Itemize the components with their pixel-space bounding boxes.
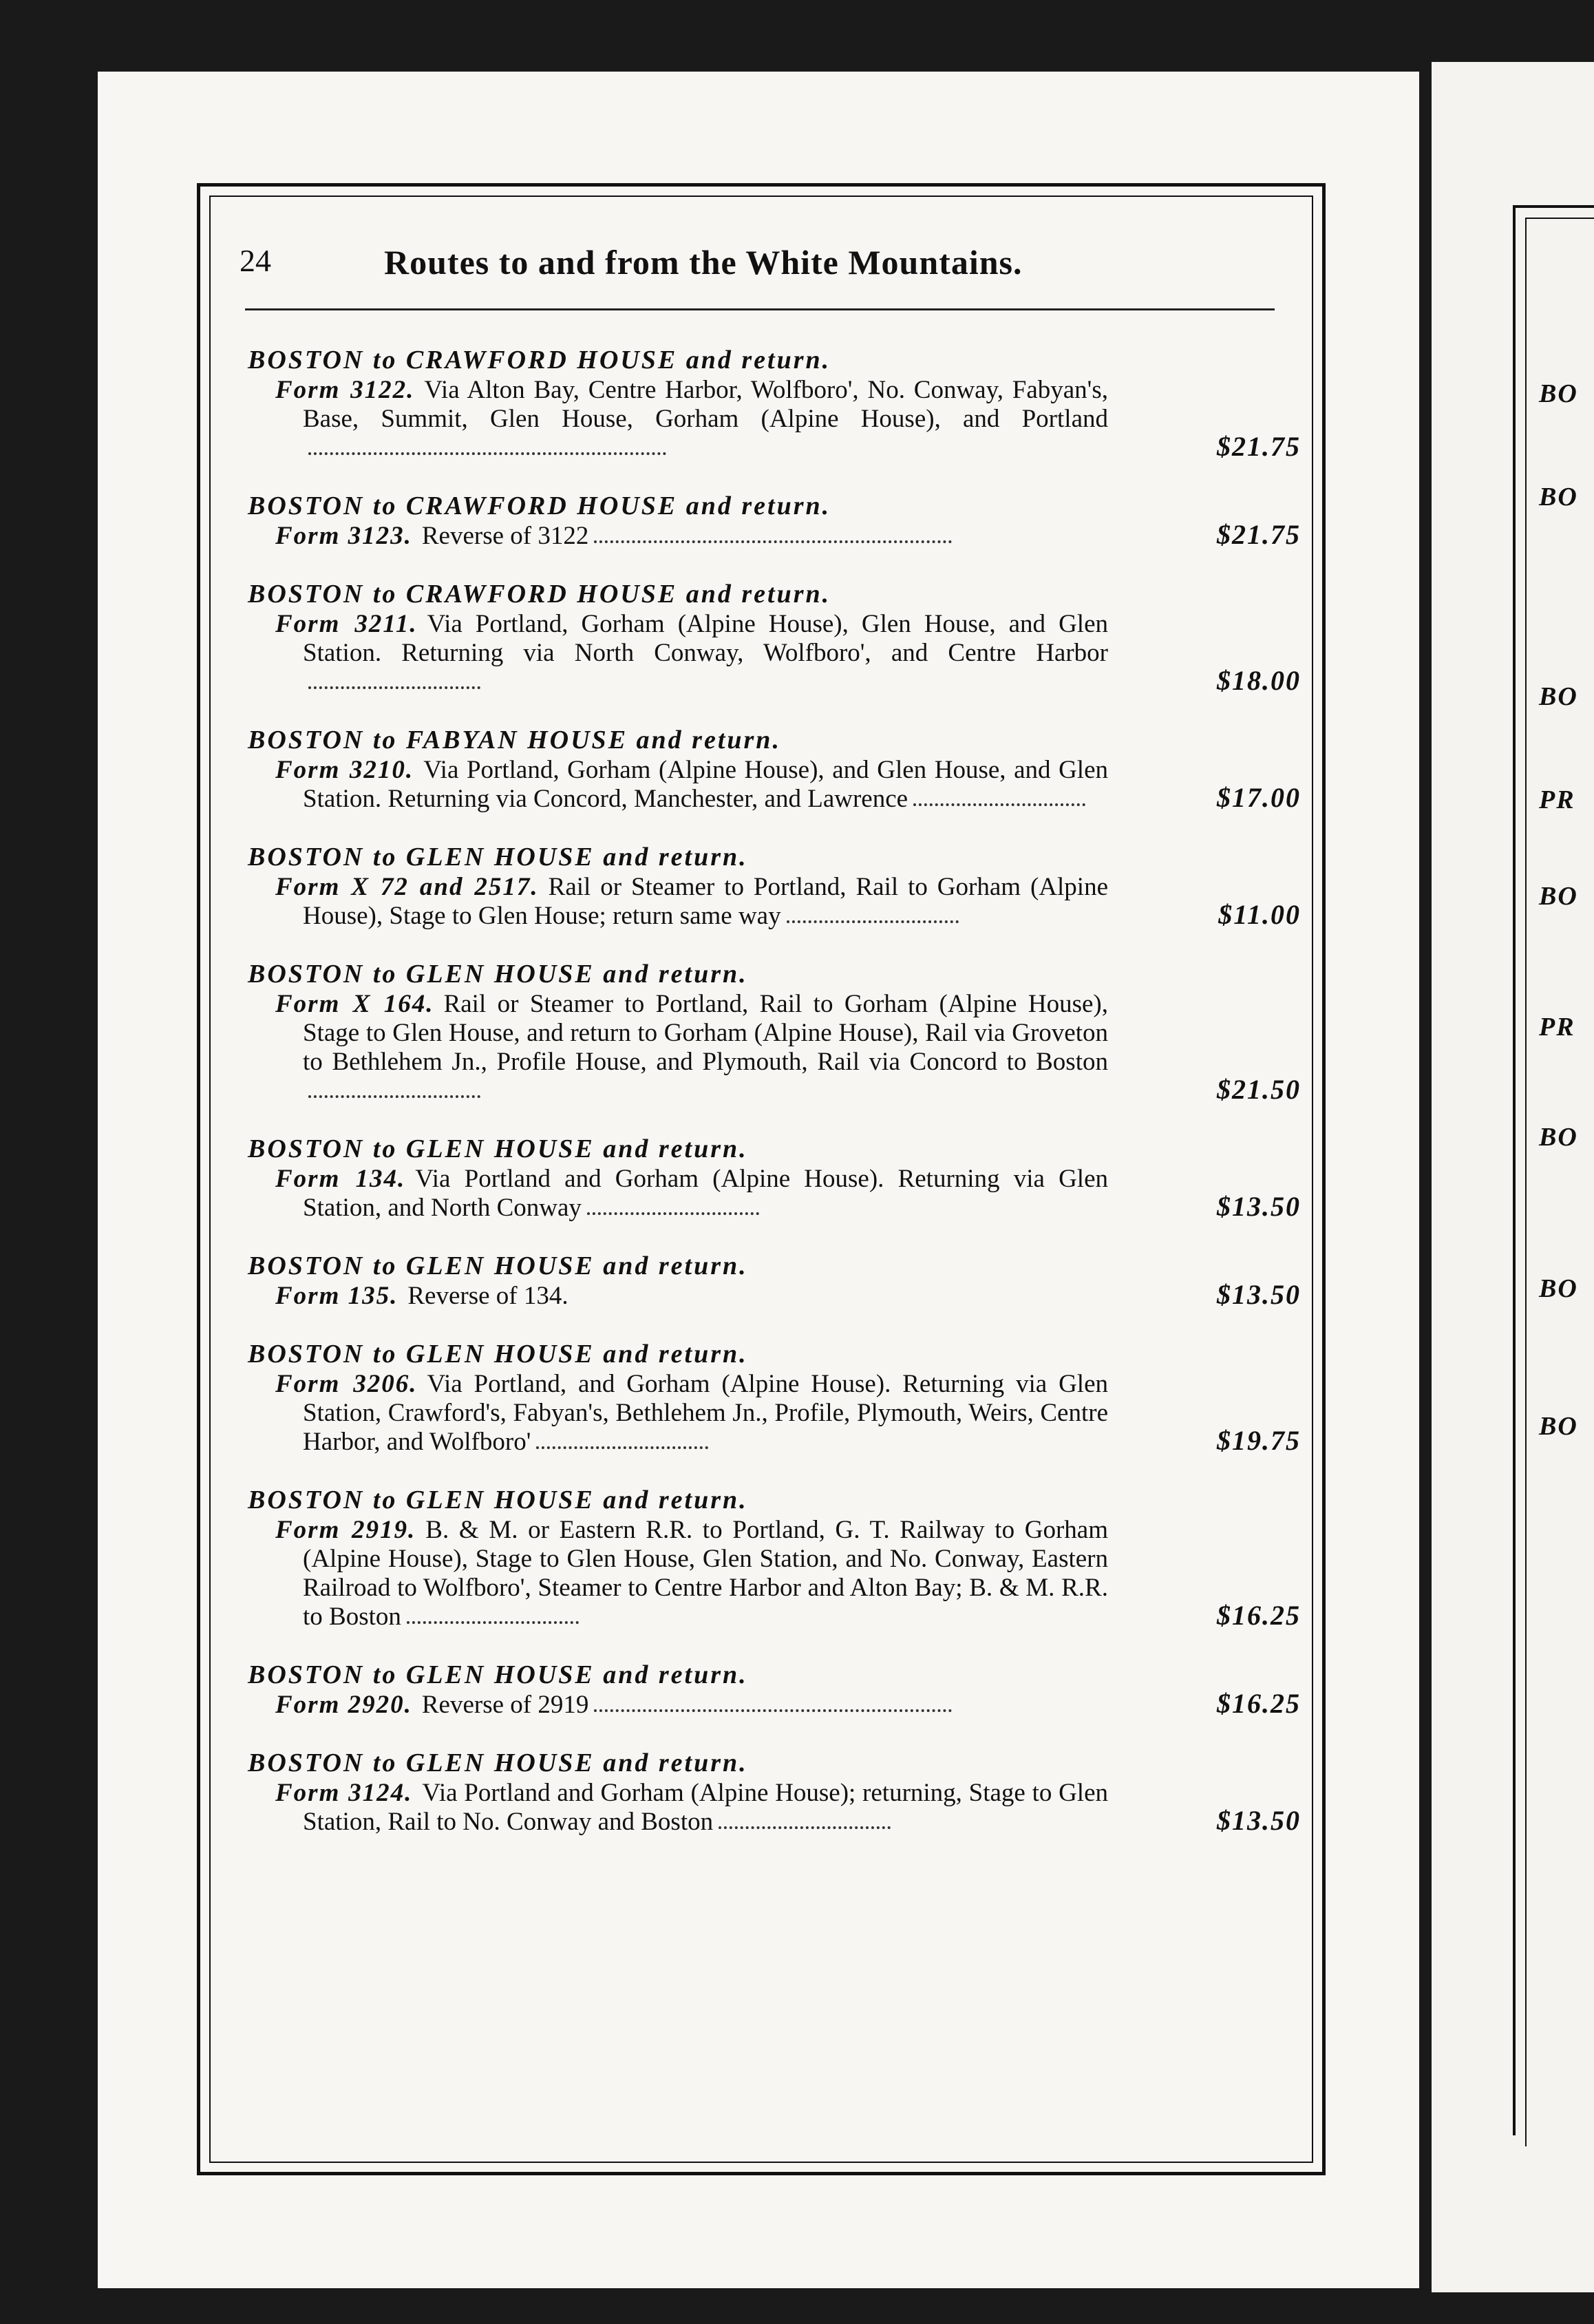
route-heading: BOSTON to FABYAN HOUSE and return. bbox=[248, 726, 781, 754]
route-description: Via Alton Bay, Centre Harbor, Wolfboro', No. Conway, Fabyan's, Base, Summit, Glen House, Gorham (Alpine House), and Portland bbox=[303, 376, 1108, 433]
leader-dots bbox=[913, 796, 1085, 806]
form-number: Form 2919. bbox=[275, 1516, 416, 1544]
adjacent-page bbox=[1432, 62, 1594, 2292]
form-number: Form 3124. bbox=[275, 1779, 413, 1807]
route-body bbox=[248, 1370, 1301, 1457]
route-description: Rail or Steamer to Portland, Rail to Gorham (Alpine House), Stage to Glen House, and return to Gorham (Alpine House), Rail via Groveton to Bethlehem Jn., Profile House, and Plymouth, Rail via Concord to Boston bbox=[303, 990, 1108, 1076]
route-price: $18.00 bbox=[1217, 665, 1301, 696]
route-price: $13.50 bbox=[1217, 1279, 1301, 1310]
route-heading: BOSTON to GLEN HOUSE and return. bbox=[248, 1486, 748, 1514]
route-price: $21.75 bbox=[1217, 519, 1301, 550]
route-heading: BOSTON to CRAWFORD HOUSE and return. bbox=[248, 580, 831, 609]
form-number: Form 3122. bbox=[275, 376, 415, 404]
route-description: Via Portland, and Gorham (Alpine House). Returning via Glen Station, Crawford's, Fabyan's, Bethlehem Jn., Profile, Plymouth, Weirs, Centre Harbor, and Wolfboro' bbox=[303, 1370, 1109, 1456]
route-entry bbox=[248, 841, 1301, 931]
form-number: Form X 164. bbox=[275, 990, 434, 1018]
form-number: Form X 72 and 2517. bbox=[275, 873, 539, 901]
leader-dots bbox=[308, 445, 666, 455]
route-description: Reverse of 2919 bbox=[421, 1691, 589, 1719]
route-entry bbox=[248, 490, 1301, 551]
route-heading: BOSTON to GLEN HOUSE and return. bbox=[248, 1340, 748, 1369]
route-entry bbox=[248, 1747, 1301, 1837]
leader-dots bbox=[407, 1614, 579, 1624]
route-body bbox=[248, 1691, 1301, 1720]
leader-dots bbox=[536, 1439, 708, 1449]
adjacent-fragment: PR bbox=[1539, 785, 1575, 814]
route-heading: BOSTON to GLEN HOUSE and return. bbox=[248, 1134, 748, 1163]
route-price: $11.00 bbox=[1218, 899, 1301, 930]
route-description: Reverse of 134. bbox=[407, 1282, 568, 1310]
route-entry bbox=[248, 344, 1301, 463]
route-entry bbox=[248, 1133, 1301, 1223]
route-body bbox=[248, 522, 1301, 551]
leader-dots bbox=[587, 1205, 759, 1215]
route-heading: BOSTON to CRAWFORD HOUSE and return. bbox=[248, 492, 831, 520]
adjacent-fragment: BO bbox=[1539, 379, 1578, 408]
route-entry bbox=[248, 1659, 1301, 1720]
adjacent-fragment: BO bbox=[1539, 483, 1578, 511]
leader-dots bbox=[594, 1702, 952, 1712]
page-title: Routes to and from the White Mountains. bbox=[384, 243, 1023, 282]
route-description: Rail or Steamer to Portland, Rail to Gorham (Alpine House), Stage to Glen House; return same way bbox=[303, 873, 1108, 930]
form-number: Form 134. bbox=[275, 1165, 406, 1193]
route-body bbox=[248, 376, 1301, 463]
leader-dots bbox=[594, 534, 952, 543]
route-price: $17.00 bbox=[1217, 782, 1301, 813]
route-heading: BOSTON to GLEN HOUSE and return. bbox=[248, 843, 748, 872]
route-description: Via Portland, Gorham (Alpine House), Glen House, and Glen Station. Returning via North Conway, Wolfboro', and Centre Harbor bbox=[303, 610, 1108, 667]
route-price: $19.75 bbox=[1217, 1425, 1301, 1456]
leader-dots bbox=[308, 679, 480, 689]
route-price: $13.50 bbox=[1217, 1191, 1301, 1222]
form-number: Form 2920. bbox=[275, 1691, 412, 1719]
route-price: $16.25 bbox=[1217, 1600, 1301, 1631]
leader-dots bbox=[719, 1819, 891, 1829]
route-body bbox=[248, 756, 1301, 814]
adjacent-fragment: BO bbox=[1539, 1412, 1578, 1441]
route-description: Via Portland and Gorham (Alpine House); returning, Stage to Glen Station, Rail to No. Conway and Boston bbox=[303, 1779, 1108, 1836]
route-entry bbox=[248, 724, 1301, 814]
header-rule bbox=[245, 308, 1275, 310]
route-body bbox=[248, 990, 1301, 1106]
route-body bbox=[248, 1516, 1301, 1631]
route-entry bbox=[248, 1338, 1301, 1457]
route-body bbox=[248, 1165, 1301, 1223]
form-number: Form 3206. bbox=[275, 1370, 418, 1398]
page-header bbox=[240, 242, 1286, 290]
route-heading: BOSTON to GLEN HOUSE and return. bbox=[248, 1749, 748, 1777]
route-heading: BOSTON to GLEN HOUSE and return. bbox=[248, 1251, 748, 1280]
route-body bbox=[248, 1779, 1301, 1837]
adjacent-fragment: BO bbox=[1539, 1123, 1578, 1152]
route-heading: BOSTON to GLEN HOUSE and return. bbox=[248, 960, 748, 989]
form-number: Form 3210. bbox=[275, 756, 414, 784]
route-list bbox=[248, 344, 1301, 1864]
route-heading: BOSTON to GLEN HOUSE and return. bbox=[248, 1660, 748, 1689]
page-number: 24 bbox=[240, 243, 271, 278]
route-body bbox=[248, 873, 1301, 931]
route-price: $21.50 bbox=[1217, 1074, 1301, 1105]
route-description: Via Portland and Gorham (Alpine House). Returning via Glen Station, and North Conway bbox=[303, 1165, 1108, 1222]
form-number: Form 3123. bbox=[275, 522, 412, 550]
route-price: $21.75 bbox=[1217, 431, 1301, 462]
route-entry bbox=[248, 1250, 1301, 1311]
form-number: Form 3211. bbox=[275, 610, 418, 638]
adjacent-fragment: BO bbox=[1539, 882, 1578, 911]
adjacent-fragment: BO bbox=[1539, 682, 1578, 711]
route-entry bbox=[248, 958, 1301, 1106]
route-entry bbox=[248, 1484, 1301, 1631]
route-body bbox=[248, 610, 1301, 697]
route-description: B. & M. or Eastern R.R. to Portland, G. T. Railway to Gorham (Alpine House), Stage to Glen House, Glen Station, and No. Conway, Eastern Railroad to Wolfboro', Steamer to Centre Harbor and Alton Bay; B. & M. R.R. to Boston bbox=[303, 1516, 1108, 1631]
form-number: Form 135. bbox=[275, 1282, 398, 1310]
route-price: $16.25 bbox=[1217, 1688, 1301, 1719]
route-description: Reverse of 3122 bbox=[421, 522, 589, 550]
route-description: Via Portland, Gorham (Alpine House), and Glen House, and Glen Station. Returning via Concord, Manchester, and Lawrence bbox=[303, 756, 1108, 813]
route-entry bbox=[248, 578, 1301, 697]
leader-dots bbox=[787, 913, 959, 923]
leader-dots bbox=[308, 1088, 480, 1098]
adjacent-fragment: PR bbox=[1539, 1013, 1575, 1042]
route-heading: BOSTON to CRAWFORD HOUSE and return. bbox=[248, 346, 831, 374]
adjacent-fragment: BO bbox=[1539, 1274, 1578, 1303]
route-body bbox=[248, 1282, 1301, 1311]
route-price: $13.50 bbox=[1217, 1805, 1301, 1836]
